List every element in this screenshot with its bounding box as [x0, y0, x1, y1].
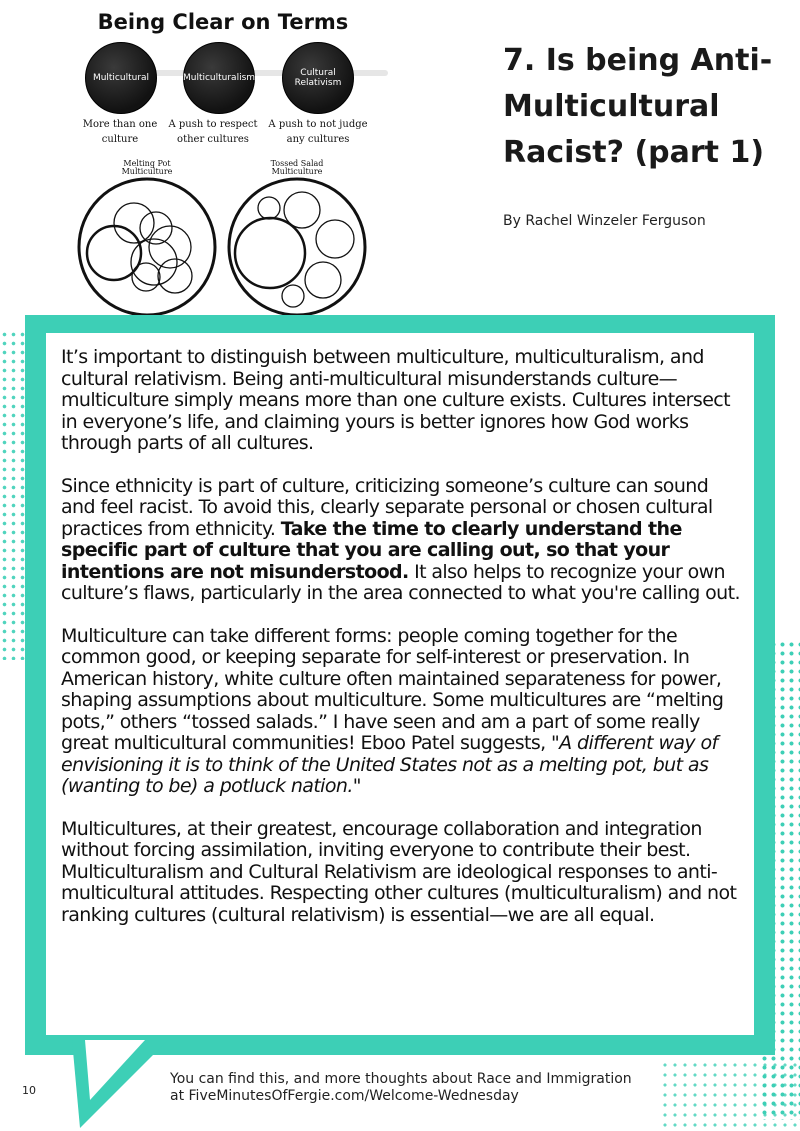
term-label: Multicultural	[92, 72, 150, 83]
paragraph-1: It’s important to distinguish between multiculture, multiculturalism, and cultural relativism. Being anti-multicultural misunderstands culture—multiculture simply means more than one culture exists. Cultures intersect in everyone’s life, and claiming yours is better ignores how God works through parts of all cultures.	[61, 346, 730, 454]
term-description: A push to respect other cultures	[168, 119, 258, 145]
tossed-salad-diagram	[226, 176, 368, 318]
melting-pot-label: Melting Pot Multiculture	[121, 159, 173, 177]
footer-note	[170, 1071, 632, 1105]
term-description: More than one culture	[82, 119, 158, 145]
article-body	[46, 333, 754, 1035]
paragraph-2-emphasis: Take the time to clearly understand the specific part of culture that you are calling out, so that your intentions are not misunderstood.	[61, 517, 682, 583]
tossed-salad-label: Tossed Salad Multiculture	[270, 159, 324, 177]
paragraph-2-text: Since ethnicity is part of culture, criticizing someone’s culture can sound and feel racist. To avoid this, clearly separate personal or chosen cultural practices from ethnicity.	[61, 474, 713, 540]
term-circle-cultural-relativism	[282, 42, 354, 114]
melting-pot-diagram	[76, 176, 218, 318]
patel-quote: "A different way of envisioning it is to think of the United States not as a melting pot, but as (wanting to be) a potluck nation."	[61, 732, 718, 797]
term-circle-multiculturalism	[183, 42, 255, 114]
footer-link[interactable]: at FiveMinutesOfFergie.com/Welcome-Wednesday	[170, 1088, 519, 1104]
paragraph-3	[61, 626, 740, 798]
speech-bubble-tail	[60, 1040, 170, 1130]
footer-line-1: You can find this, and more thoughts about Race and Immigration	[170, 1071, 632, 1087]
paragraph-2-text-end: It also helps to recognize your own culture’s flaws, particularly in the area connected to what you're calling out.	[61, 560, 740, 604]
decorative-dot-pattern-bottom	[660, 1060, 800, 1131]
page-number: 10	[22, 1084, 36, 1097]
term-label: Multiculturalism	[182, 72, 256, 83]
paragraph-2	[61, 476, 740, 605]
term-label: Cultural Relativism	[294, 67, 342, 88]
term-circle-multicultural	[85, 42, 157, 114]
term-description: A push to not judge any cultures	[268, 119, 368, 145]
paragraph-3-text: Multiculture can take different forms: people coming together for the common good, or keeping separate for self-interest or preservation. In American history, white culture often maintained separateness for power, shaping assumptions about multiculture. Some multicultures are “melting pots,” others “tossed salads.” I have seen and am a part of some really great multicultural communities! Eboo Patel suggests,	[61, 624, 724, 754]
paragraph-4: Multicultures, at their greatest, encourage collaboration and integration without forcing assimilation, inviting everyone to contribute their best. Multiculturalism and Cultural Relativism are ideological responses to anti-multicultural attitudes. Respecting other cultures (multiculturalism) and not ranking cultures (cultural relativism) is essential—we are all equal.	[61, 817, 737, 926]
page-title: 7. Is being Anti-Multicultural Racist? (part 1)	[503, 43, 773, 170]
author-byline: By Rachel Winzeler Ferguson	[503, 213, 706, 229]
diagram-title: Being Clear on Terms	[97, 10, 349, 34]
